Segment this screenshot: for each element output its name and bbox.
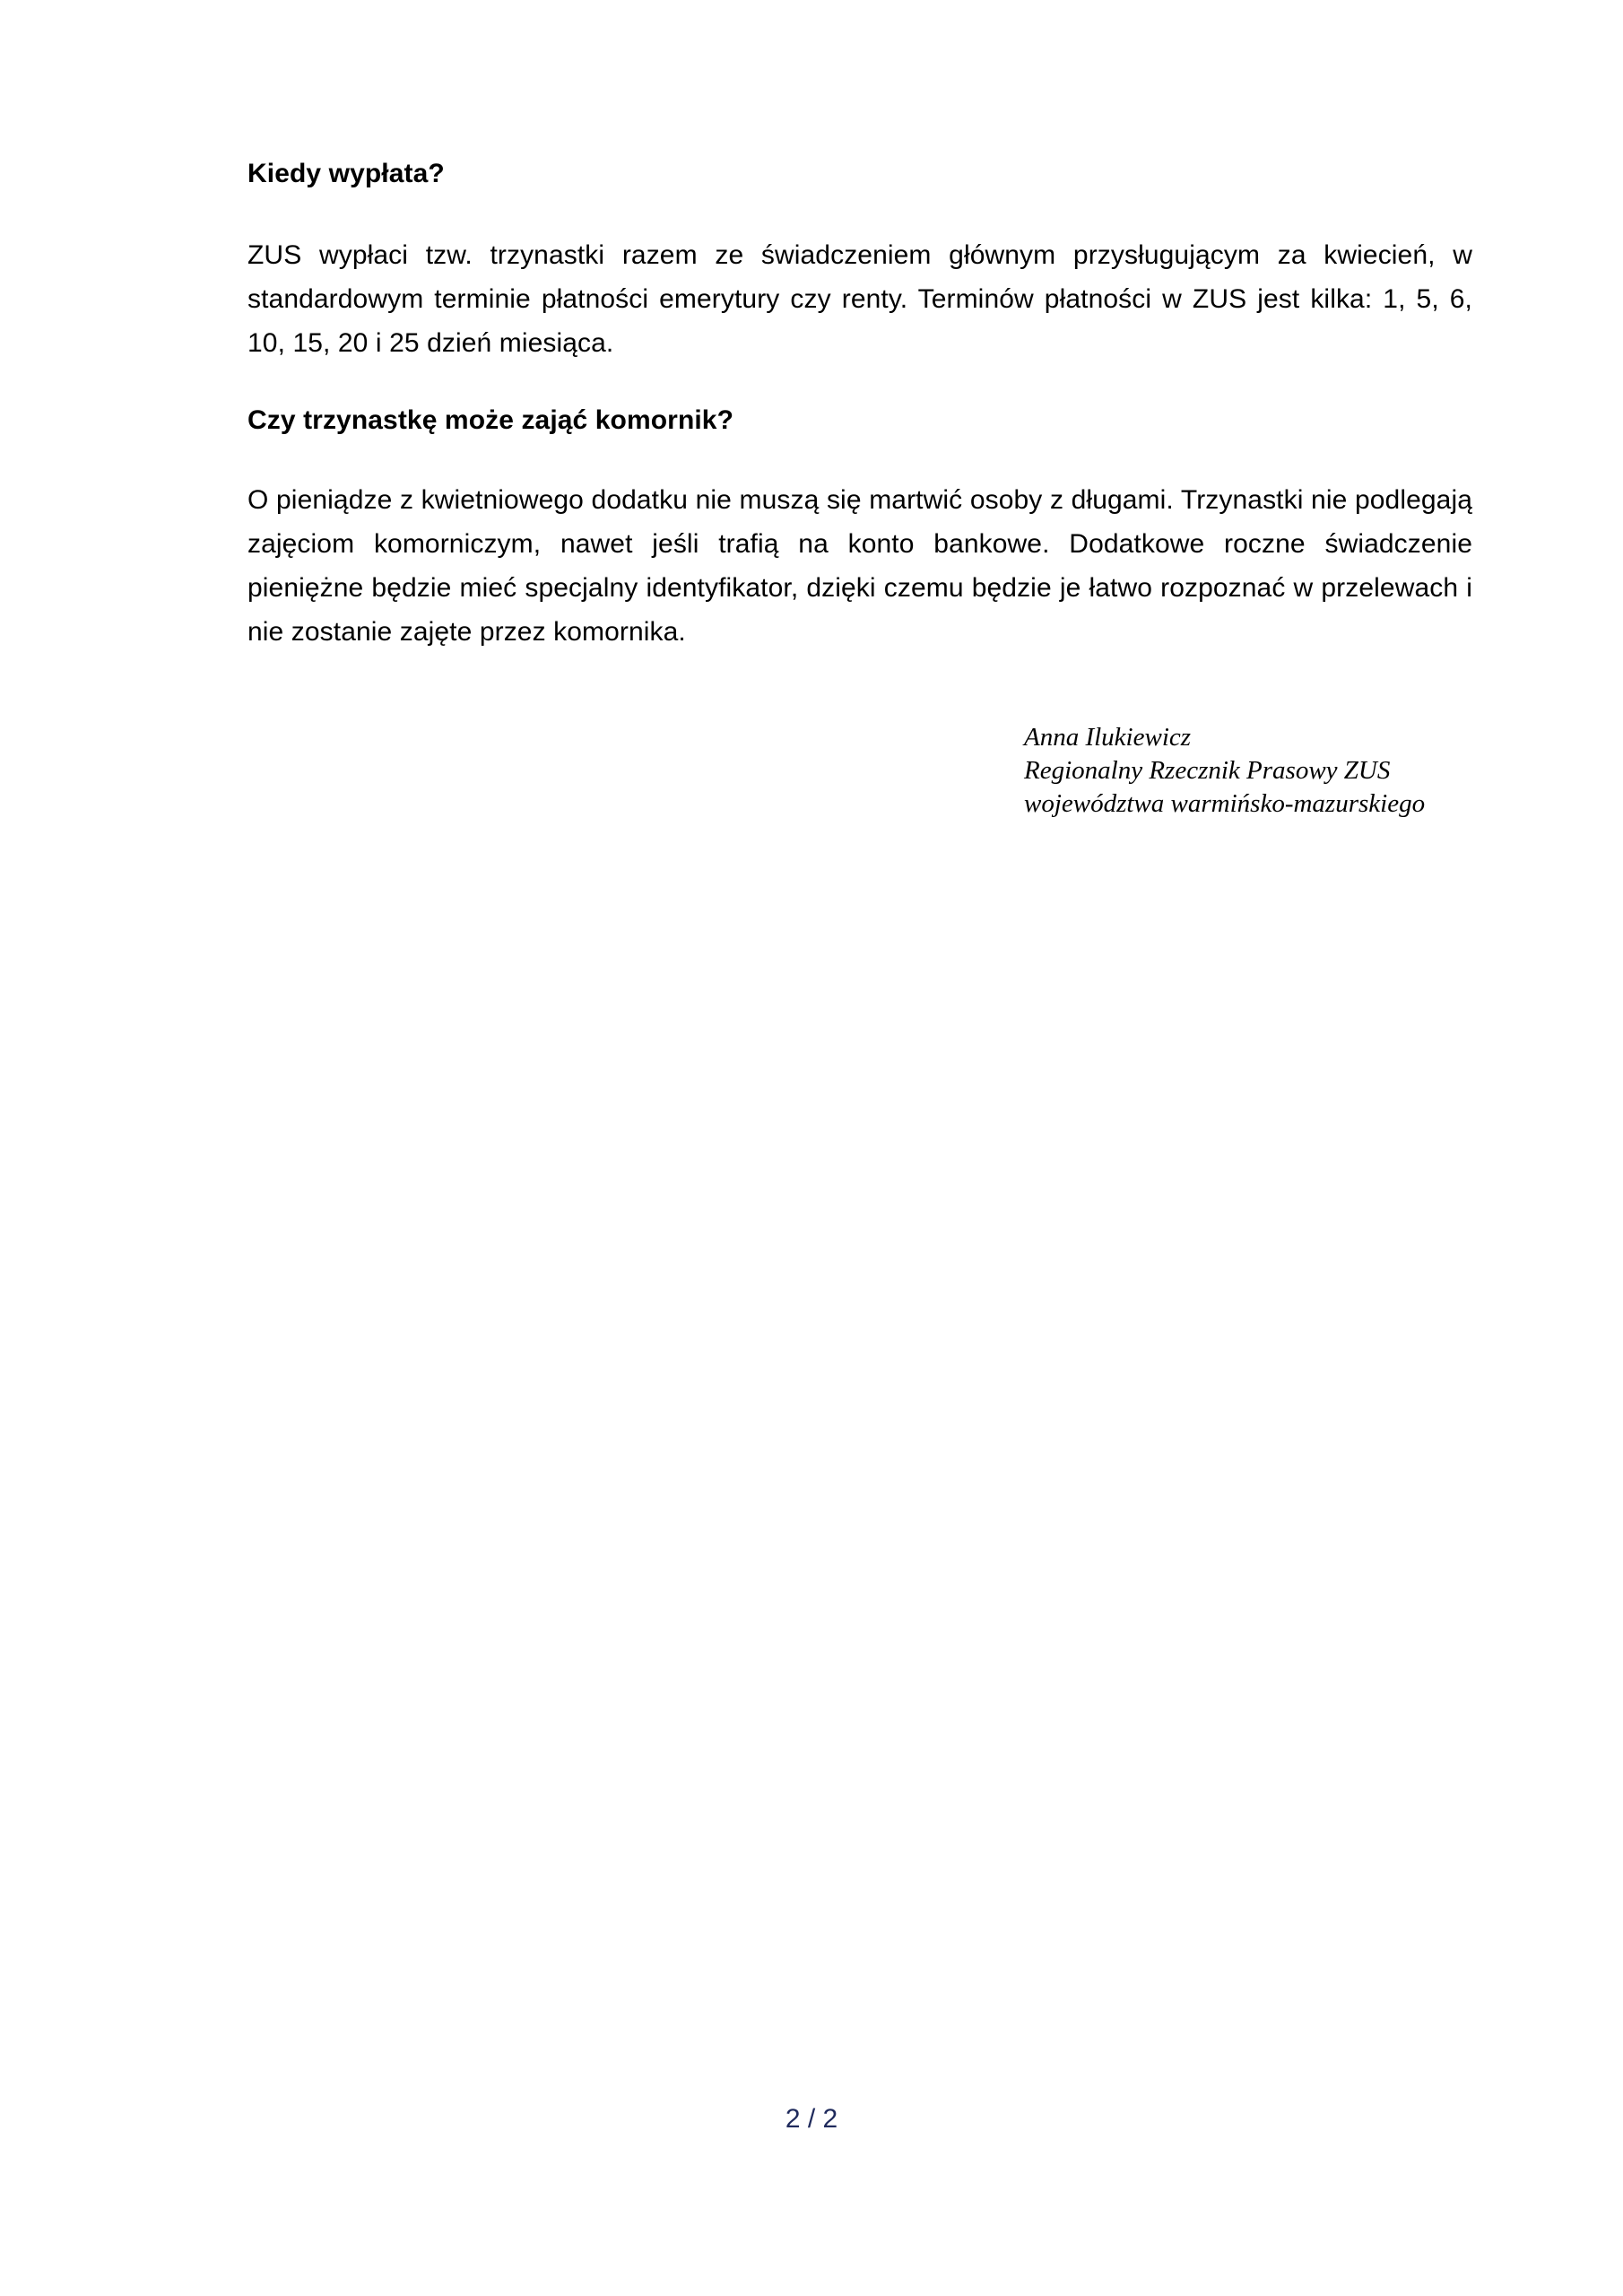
section-heading-bailiff: Czy trzynastkę może zająć komornik?	[247, 405, 734, 435]
signature-title: Regionalny Rzecznik Prasowy ZUS	[1024, 756, 1391, 785]
signature-name: Anna Ilukiewicz	[1024, 723, 1192, 752]
document-body	[247, 152, 1472, 654]
section-heading-payment-date: Kiedy wypłata?	[247, 159, 445, 188]
signature-region: województwa warmińsko-mazurskiego	[1024, 789, 1426, 818]
section-paragraph-bailiff: O pieniądze z kwietniowego dodatku nie muszą się martwić osoby z długami. Trzynastki nie podlegają zajęciom komorniczym, nawet jeśli trafią na konto bankowe. Dodatkowe roczne świadczenie pieniężne będzie mieć specjalny identyfikator, dzięki czemu będzie je łatwo rozpoznać w przelewach i nie zostanie zajęte przez komornika.	[247, 485, 1472, 647]
section-paragraph-payment-date: ZUS wypłaci tzw. trzynastki razem ze świadczeniem głównym przysługującym za kwiecień, w standardowym terminie płatności emerytury czy renty. Terminów płatności w ZUS jest kilka: 1, 5, 6, 10, 15, 20 i 25 dzień miesiąca.	[247, 240, 1472, 358]
signature-block	[1024, 721, 1425, 821]
page-number: 2 / 2	[785, 2104, 838, 2134]
